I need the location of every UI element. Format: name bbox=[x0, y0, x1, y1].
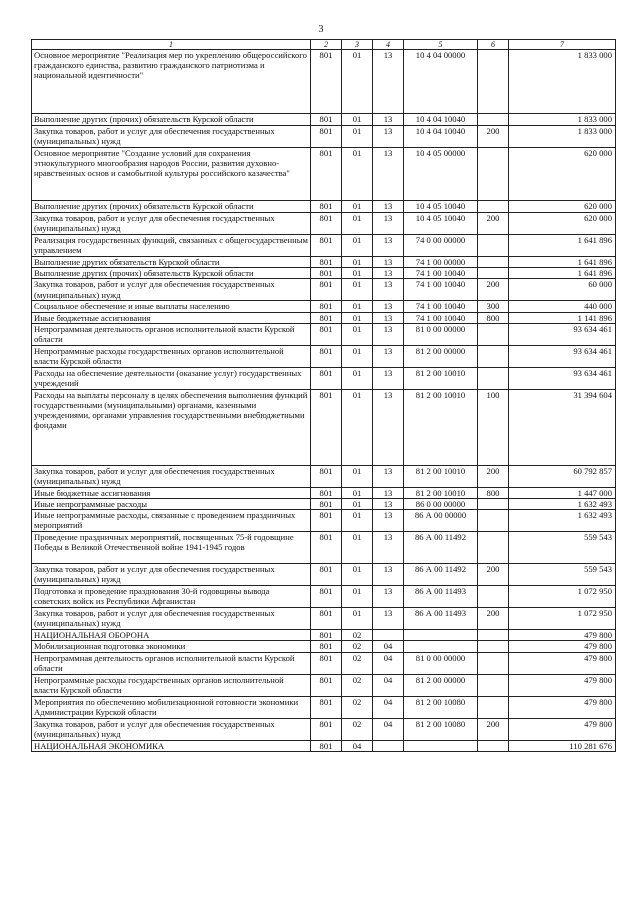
row-subsection-cell: 13 bbox=[373, 510, 404, 532]
row-expense-type-cell bbox=[478, 323, 509, 345]
row-section-cell: 01 bbox=[342, 608, 373, 630]
row-amount-cell: 479 800 bbox=[509, 696, 616, 718]
row-amount-cell: 1 632 493 bbox=[509, 499, 616, 510]
table-row bbox=[32, 323, 616, 345]
row-target-article-cell: 81 2 00 10010 bbox=[404, 367, 478, 389]
row-expense-type-cell bbox=[478, 257, 509, 268]
row-amount-cell: 1 632 493 bbox=[509, 510, 616, 532]
row-name-cell: Социальное обеспечение и иные выплаты населению bbox=[32, 301, 311, 312]
row-amount-cell: 479 800 bbox=[509, 718, 616, 740]
row-name-cell: Закупка товаров, работ и услуг для обеспечения государственных (муниципальных) нужд bbox=[32, 718, 311, 740]
row-target-article-cell: 74 1 00 10040 bbox=[404, 279, 478, 301]
header-cell-gov: 2 bbox=[311, 40, 342, 50]
table-row bbox=[32, 499, 616, 510]
row-name-cell: Иные бюджетные ассигнования bbox=[32, 312, 311, 323]
row-subsection-cell: 13 bbox=[373, 126, 404, 148]
table-row bbox=[32, 487, 616, 498]
row-subsection-cell: 04 bbox=[373, 674, 404, 696]
row-section-cell: 01 bbox=[342, 114, 373, 126]
row-section-cell: 01 bbox=[342, 148, 373, 201]
row-amount-cell: 93 634 461 bbox=[509, 323, 616, 345]
row-expense-type-cell bbox=[478, 586, 509, 608]
table-row bbox=[32, 465, 616, 487]
row-amount-cell: 620 000 bbox=[509, 148, 616, 201]
table-row bbox=[32, 268, 616, 279]
row-amount-cell: 479 800 bbox=[509, 674, 616, 696]
row-expense-type-cell bbox=[478, 50, 509, 114]
row-section-cell: 02 bbox=[342, 696, 373, 718]
row-target-article-cell: 10 4 05 10040 bbox=[404, 213, 478, 235]
table-row bbox=[32, 235, 616, 257]
row-amount-cell: 1 072 950 bbox=[509, 586, 616, 608]
row-section-cell: 01 bbox=[342, 279, 373, 301]
row-amount-cell: 1 447 000 bbox=[509, 487, 616, 498]
row-amount-cell: 1 641 896 bbox=[509, 257, 616, 268]
table-row bbox=[32, 126, 616, 148]
header-cell-amount: 7 bbox=[509, 40, 616, 50]
row-subsection-cell: 13 bbox=[373, 564, 404, 586]
table-row bbox=[32, 564, 616, 586]
table-row bbox=[32, 510, 616, 532]
row-amount-cell: 1 641 896 bbox=[509, 235, 616, 257]
row-section-cell: 02 bbox=[342, 718, 373, 740]
row-target-article-cell: 74 1 00 10040 bbox=[404, 301, 478, 312]
row-name-cell: Расходы на обеспечение деятельности (оказание услуг) государственных учреждений bbox=[32, 367, 311, 389]
row-amount-cell: 440 000 bbox=[509, 301, 616, 312]
row-subsection-cell: 13 bbox=[373, 301, 404, 312]
row-expense-type-cell bbox=[478, 367, 509, 389]
row-name-cell: Реализация государственных функций, связанных с общегосударственным управлением bbox=[32, 235, 311, 257]
row-name-cell: Мероприятия по обеспечению мобилизационной готовности экономики Администрации Курской области bbox=[32, 696, 311, 718]
row-subsection-cell: 04 bbox=[373, 696, 404, 718]
table-row bbox=[32, 608, 616, 630]
row-target-article-cell: 81 0 00 00000 bbox=[404, 323, 478, 345]
row-amount-cell: 559 543 bbox=[509, 532, 616, 564]
row-gov-code-cell: 801 bbox=[311, 532, 342, 564]
row-subsection-cell: 13 bbox=[373, 114, 404, 126]
row-gov-code-cell: 801 bbox=[311, 213, 342, 235]
row-amount-cell: 479 800 bbox=[509, 630, 616, 641]
row-gov-code-cell: 801 bbox=[311, 126, 342, 148]
row-gov-code-cell: 801 bbox=[311, 279, 342, 301]
row-gov-code-cell: 801 bbox=[311, 301, 342, 312]
row-subsection-cell: 13 bbox=[373, 213, 404, 235]
row-target-article-cell: 81 2 00 00000 bbox=[404, 345, 478, 367]
row-name-cell: Закупка товаров, работ и услуг для обеспечения государственных (муниципальных) нужд bbox=[32, 213, 311, 235]
row-subsection-cell: 13 bbox=[373, 268, 404, 279]
row-gov-code-cell: 801 bbox=[311, 50, 342, 114]
table-row bbox=[32, 718, 616, 740]
row-section-cell: 01 bbox=[342, 389, 373, 465]
row-gov-code-cell: 801 bbox=[311, 268, 342, 279]
row-expense-type-cell: 200 bbox=[478, 564, 509, 586]
row-amount-cell: 1 141 896 bbox=[509, 312, 616, 323]
row-name-cell: Основное мероприятие "Создание условий для сохранения этнокультурного многообразия народов России, развития духовно-нравственных основ и самобытной культуры российского казачества" bbox=[32, 148, 311, 201]
row-name-cell: Закупка товаров, работ и услуг для обеспечения государственных (муниципальных) нужд bbox=[32, 465, 311, 487]
row-subsection-cell: 13 bbox=[373, 389, 404, 465]
row-amount-cell: 1 833 000 bbox=[509, 114, 616, 126]
row-name-cell: Основное мероприятие "Реализация мер по укреплению общероссийского гражданского единства, развитию гражданского патриотизма и национальной идентичности" bbox=[32, 50, 311, 114]
row-expense-type-cell bbox=[478, 345, 509, 367]
row-target-article-cell: 86 А 00 00000 bbox=[404, 510, 478, 532]
row-gov-code-cell: 801 bbox=[311, 718, 342, 740]
row-gov-code-cell: 801 bbox=[311, 257, 342, 268]
row-target-article-cell: 74 1 00 10040 bbox=[404, 268, 478, 279]
row-target-article-cell: 10 4 04 10040 bbox=[404, 126, 478, 148]
row-expense-type-cell bbox=[478, 740, 509, 751]
row-name-cell: Закупка товаров, работ и услуг для обеспечения государственных (муниципальных) нужд bbox=[32, 608, 311, 630]
row-subsection-cell: 13 bbox=[373, 499, 404, 510]
row-subsection-cell: 13 bbox=[373, 345, 404, 367]
row-section-cell: 01 bbox=[342, 301, 373, 312]
row-name-cell: Закупка товаров, работ и услуг для обеспечения государственных (муниципальных) нужд bbox=[32, 126, 311, 148]
table-row bbox=[32, 50, 616, 114]
row-target-article-cell bbox=[404, 630, 478, 641]
row-section-cell: 02 bbox=[342, 630, 373, 641]
row-name-cell: Непрограммная деятельность органов исполнительной власти Курской области bbox=[32, 323, 311, 345]
row-expense-type-cell bbox=[478, 201, 509, 213]
row-expense-type-cell: 200 bbox=[478, 213, 509, 235]
row-expense-type-cell bbox=[478, 630, 509, 641]
row-gov-code-cell: 801 bbox=[311, 389, 342, 465]
row-expense-type-cell bbox=[478, 532, 509, 564]
row-subsection-cell: 13 bbox=[373, 50, 404, 114]
row-subsection-cell: 13 bbox=[373, 367, 404, 389]
row-amount-cell: 1 641 896 bbox=[509, 268, 616, 279]
row-subsection-cell bbox=[373, 630, 404, 641]
row-amount-cell: 60 792 857 bbox=[509, 465, 616, 487]
row-name-cell: Иные непрограммные расходы, связанные с проведением праздничных мероприятий bbox=[32, 510, 311, 532]
row-amount-cell: 31 394 604 bbox=[509, 389, 616, 465]
row-name-cell: Иные бюджетные ассигнования bbox=[32, 487, 311, 498]
row-gov-code-cell: 801 bbox=[311, 674, 342, 696]
table-row bbox=[32, 652, 616, 674]
row-amount-cell: 1 833 000 bbox=[509, 126, 616, 148]
row-expense-type-cell bbox=[478, 114, 509, 126]
table-row bbox=[32, 345, 616, 367]
row-name-cell: Иные непрограммные расходы bbox=[32, 499, 311, 510]
table-row bbox=[32, 114, 616, 126]
row-section-cell: 01 bbox=[342, 235, 373, 257]
table-row bbox=[32, 148, 616, 201]
row-gov-code-cell: 801 bbox=[311, 499, 342, 510]
row-target-article-cell: 74 1 00 00000 bbox=[404, 257, 478, 268]
row-target-article-cell: 86 0 00 00000 bbox=[404, 499, 478, 510]
row-section-cell: 01 bbox=[342, 201, 373, 213]
row-subsection-cell: 13 bbox=[373, 201, 404, 213]
row-subsection-cell: 13 bbox=[373, 465, 404, 487]
header-cell-section: 3 bbox=[342, 40, 373, 50]
row-section-cell: 01 bbox=[342, 499, 373, 510]
row-target-article-cell: 81 2 00 10010 bbox=[404, 465, 478, 487]
row-gov-code-cell: 801 bbox=[311, 323, 342, 345]
row-name-cell: Выполнение других (прочих) обязательств Курской области bbox=[32, 114, 311, 126]
table-row bbox=[32, 301, 616, 312]
table-row bbox=[32, 389, 616, 465]
row-expense-type-cell bbox=[478, 268, 509, 279]
row-section-cell: 01 bbox=[342, 564, 373, 586]
row-target-article-cell: 10 4 05 00000 bbox=[404, 148, 478, 201]
row-name-cell: Закупка товаров, работ и услуг для обеспечения государственных (муниципальных) нужд bbox=[32, 279, 311, 301]
row-expense-type-cell bbox=[478, 499, 509, 510]
row-expense-type-cell bbox=[478, 510, 509, 532]
table-row bbox=[32, 279, 616, 301]
header-row bbox=[32, 40, 616, 50]
row-expense-type-cell: 200 bbox=[478, 465, 509, 487]
row-target-article-cell: 10 4 04 00000 bbox=[404, 50, 478, 114]
row-gov-code-cell: 801 bbox=[311, 148, 342, 201]
row-gov-code-cell: 801 bbox=[311, 652, 342, 674]
table-row bbox=[32, 367, 616, 389]
row-target-article-cell bbox=[404, 740, 478, 751]
row-gov-code-cell: 801 bbox=[311, 312, 342, 323]
row-subsection-cell: 13 bbox=[373, 487, 404, 498]
table-row bbox=[32, 630, 616, 641]
row-gov-code-cell: 801 bbox=[311, 740, 342, 751]
table-row bbox=[32, 674, 616, 696]
row-amount-cell: 93 634 461 bbox=[509, 367, 616, 389]
row-name-cell: Непрограммные расходы государственных органов исполнительной власти Курской области bbox=[32, 345, 311, 367]
row-target-article-cell: 74 0 00 00000 bbox=[404, 235, 478, 257]
row-target-article-cell: 81 2 00 00000 bbox=[404, 674, 478, 696]
row-section-cell: 04 bbox=[342, 740, 373, 751]
row-name-cell: НАЦИОНАЛЬНАЯ ЭКОНОМИКА bbox=[32, 740, 311, 751]
row-section-cell: 01 bbox=[342, 367, 373, 389]
row-section-cell: 01 bbox=[342, 465, 373, 487]
row-expense-type-cell: 200 bbox=[478, 608, 509, 630]
row-gov-code-cell: 801 bbox=[311, 510, 342, 532]
row-name-cell: Закупка товаров, работ и услуг для обеспечения государственных (муниципальных) нужд bbox=[32, 564, 311, 586]
row-section-cell: 01 bbox=[342, 510, 373, 532]
row-gov-code-cell: 801 bbox=[311, 564, 342, 586]
row-target-article-cell: 86 А 00 11493 bbox=[404, 608, 478, 630]
row-subsection-cell: 04 bbox=[373, 652, 404, 674]
row-expense-type-cell bbox=[478, 641, 509, 652]
row-section-cell: 01 bbox=[342, 323, 373, 345]
row-target-article-cell: 10 4 05 10040 bbox=[404, 201, 478, 213]
table-row bbox=[32, 213, 616, 235]
row-expense-type-cell: 200 bbox=[478, 718, 509, 740]
header-cell-name: 1 bbox=[32, 40, 311, 50]
row-target-article-cell: 81 2 00 10080 bbox=[404, 718, 478, 740]
row-section-cell: 01 bbox=[342, 345, 373, 367]
row-subsection-cell: 13 bbox=[373, 586, 404, 608]
table-row bbox=[32, 641, 616, 652]
row-amount-cell: 1 072 950 bbox=[509, 608, 616, 630]
row-section-cell: 01 bbox=[342, 126, 373, 148]
row-name-cell: Расходы на выплаты персоналу в целях обеспечения выполнения функций государственными (муниципальными) органами, казенными учреждениями, органами управления государственными внебюджетными фондами bbox=[32, 389, 311, 465]
row-subsection-cell: 13 bbox=[373, 312, 404, 323]
row-name-cell: Выполнение других (прочих) обязательств Курской области bbox=[32, 268, 311, 279]
row-expense-type-cell: 200 bbox=[478, 279, 509, 301]
row-target-article-cell bbox=[404, 641, 478, 652]
row-subsection-cell: 13 bbox=[373, 608, 404, 630]
row-expense-type-cell: 300 bbox=[478, 301, 509, 312]
row-target-article-cell: 81 2 00 10080 bbox=[404, 696, 478, 718]
row-amount-cell: 93 634 461 bbox=[509, 345, 616, 367]
row-subsection-cell: 13 bbox=[373, 257, 404, 268]
table-row bbox=[32, 696, 616, 718]
row-gov-code-cell: 801 bbox=[311, 487, 342, 498]
row-amount-cell: 620 000 bbox=[509, 213, 616, 235]
table-row bbox=[32, 740, 616, 751]
row-gov-code-cell: 801 bbox=[311, 630, 342, 641]
row-name-cell: Подготовка и проведение празднования 30-й годовщины вывода советских войск из Республики Афганистан bbox=[32, 586, 311, 608]
row-amount-cell: 479 800 bbox=[509, 652, 616, 674]
row-section-cell: 01 bbox=[342, 268, 373, 279]
row-gov-code-cell: 801 bbox=[311, 465, 342, 487]
row-section-cell: 01 bbox=[342, 312, 373, 323]
row-amount-cell: 479 800 bbox=[509, 641, 616, 652]
page-number: 3 bbox=[318, 24, 324, 35]
row-target-article-cell: 86 А 00 11493 bbox=[404, 586, 478, 608]
row-gov-code-cell: 801 bbox=[311, 608, 342, 630]
row-expense-type-cell bbox=[478, 652, 509, 674]
row-name-cell: Непрограммные расходы государственных органов исполнительной власти Курской области bbox=[32, 674, 311, 696]
row-name-cell: Мобилизационная подготовка экономики bbox=[32, 641, 311, 652]
row-target-article-cell: 81 2 00 10010 bbox=[404, 389, 478, 465]
row-target-article-cell: 86 А 00 11492 bbox=[404, 564, 478, 586]
row-expense-type-cell bbox=[478, 674, 509, 696]
row-subsection-cell: 13 bbox=[373, 279, 404, 301]
row-name-cell: Непрограммная деятельность органов исполнительной власти Курской области bbox=[32, 652, 311, 674]
row-expense-type-cell bbox=[478, 235, 509, 257]
row-section-cell: 02 bbox=[342, 652, 373, 674]
row-name-cell: Выполнение других обязательств Курской области bbox=[32, 257, 311, 268]
row-gov-code-cell: 801 bbox=[311, 586, 342, 608]
row-expense-type-cell: 200 bbox=[478, 126, 509, 148]
row-gov-code-cell: 801 bbox=[311, 367, 342, 389]
header-cell-expense-type: 6 bbox=[478, 40, 509, 50]
row-section-cell: 01 bbox=[342, 487, 373, 498]
row-section-cell: 01 bbox=[342, 213, 373, 235]
row-gov-code-cell: 801 bbox=[311, 641, 342, 652]
row-section-cell: 01 bbox=[342, 50, 373, 114]
row-gov-code-cell: 801 bbox=[311, 696, 342, 718]
row-subsection-cell bbox=[373, 740, 404, 751]
row-section-cell: 01 bbox=[342, 532, 373, 564]
row-gov-code-cell: 801 bbox=[311, 345, 342, 367]
row-subsection-cell: 04 bbox=[373, 641, 404, 652]
row-amount-cell: 1 833 000 bbox=[509, 50, 616, 114]
row-gov-code-cell: 801 bbox=[311, 114, 342, 126]
row-expense-type-cell: 800 bbox=[478, 312, 509, 323]
row-amount-cell: 110 281 676 bbox=[509, 740, 616, 751]
row-target-article-cell: 86 А 00 11492 bbox=[404, 532, 478, 564]
row-amount-cell: 620 000 bbox=[509, 201, 616, 213]
row-subsection-cell: 13 bbox=[373, 148, 404, 201]
row-amount-cell: 60 000 bbox=[509, 279, 616, 301]
table-row bbox=[32, 257, 616, 268]
row-target-article-cell: 74 1 00 10040 bbox=[404, 312, 478, 323]
row-gov-code-cell: 801 bbox=[311, 201, 342, 213]
row-expense-type-cell bbox=[478, 148, 509, 201]
row-name-cell: Проведение праздничных мероприятий, посвященных 75-й годовщине Победы в Великой Отечественной войне 1941-1945 годов bbox=[32, 532, 311, 564]
row-subsection-cell: 13 bbox=[373, 323, 404, 345]
row-subsection-cell: 13 bbox=[373, 532, 404, 564]
table-row bbox=[32, 312, 616, 323]
table-row bbox=[32, 532, 616, 564]
row-section-cell: 01 bbox=[342, 257, 373, 268]
row-name-cell: НАЦИОНАЛЬНАЯ ОБОРОНА bbox=[32, 630, 311, 641]
row-expense-type-cell bbox=[478, 696, 509, 718]
row-subsection-cell: 13 bbox=[373, 235, 404, 257]
header-cell-target-article: 5 bbox=[404, 40, 478, 50]
row-expense-type-cell: 100 bbox=[478, 389, 509, 465]
table-row bbox=[32, 201, 616, 213]
row-gov-code-cell: 801 bbox=[311, 235, 342, 257]
row-section-cell: 01 bbox=[342, 586, 373, 608]
row-amount-cell: 559 543 bbox=[509, 564, 616, 586]
row-target-article-cell: 81 2 00 10010 bbox=[404, 487, 478, 498]
budget-table bbox=[31, 39, 616, 752]
row-subsection-cell: 04 bbox=[373, 718, 404, 740]
row-target-article-cell: 81 0 00 00000 bbox=[404, 652, 478, 674]
table-body bbox=[32, 50, 616, 752]
header-cell-subsection: 4 bbox=[373, 40, 404, 50]
row-expense-type-cell: 800 bbox=[478, 487, 509, 498]
row-section-cell: 02 bbox=[342, 641, 373, 652]
row-target-article-cell: 10 4 04 10040 bbox=[404, 114, 478, 126]
row-section-cell: 02 bbox=[342, 674, 373, 696]
table-row bbox=[32, 586, 616, 608]
row-name-cell: Выполнение других (прочих) обязательств Курской области bbox=[32, 201, 311, 213]
